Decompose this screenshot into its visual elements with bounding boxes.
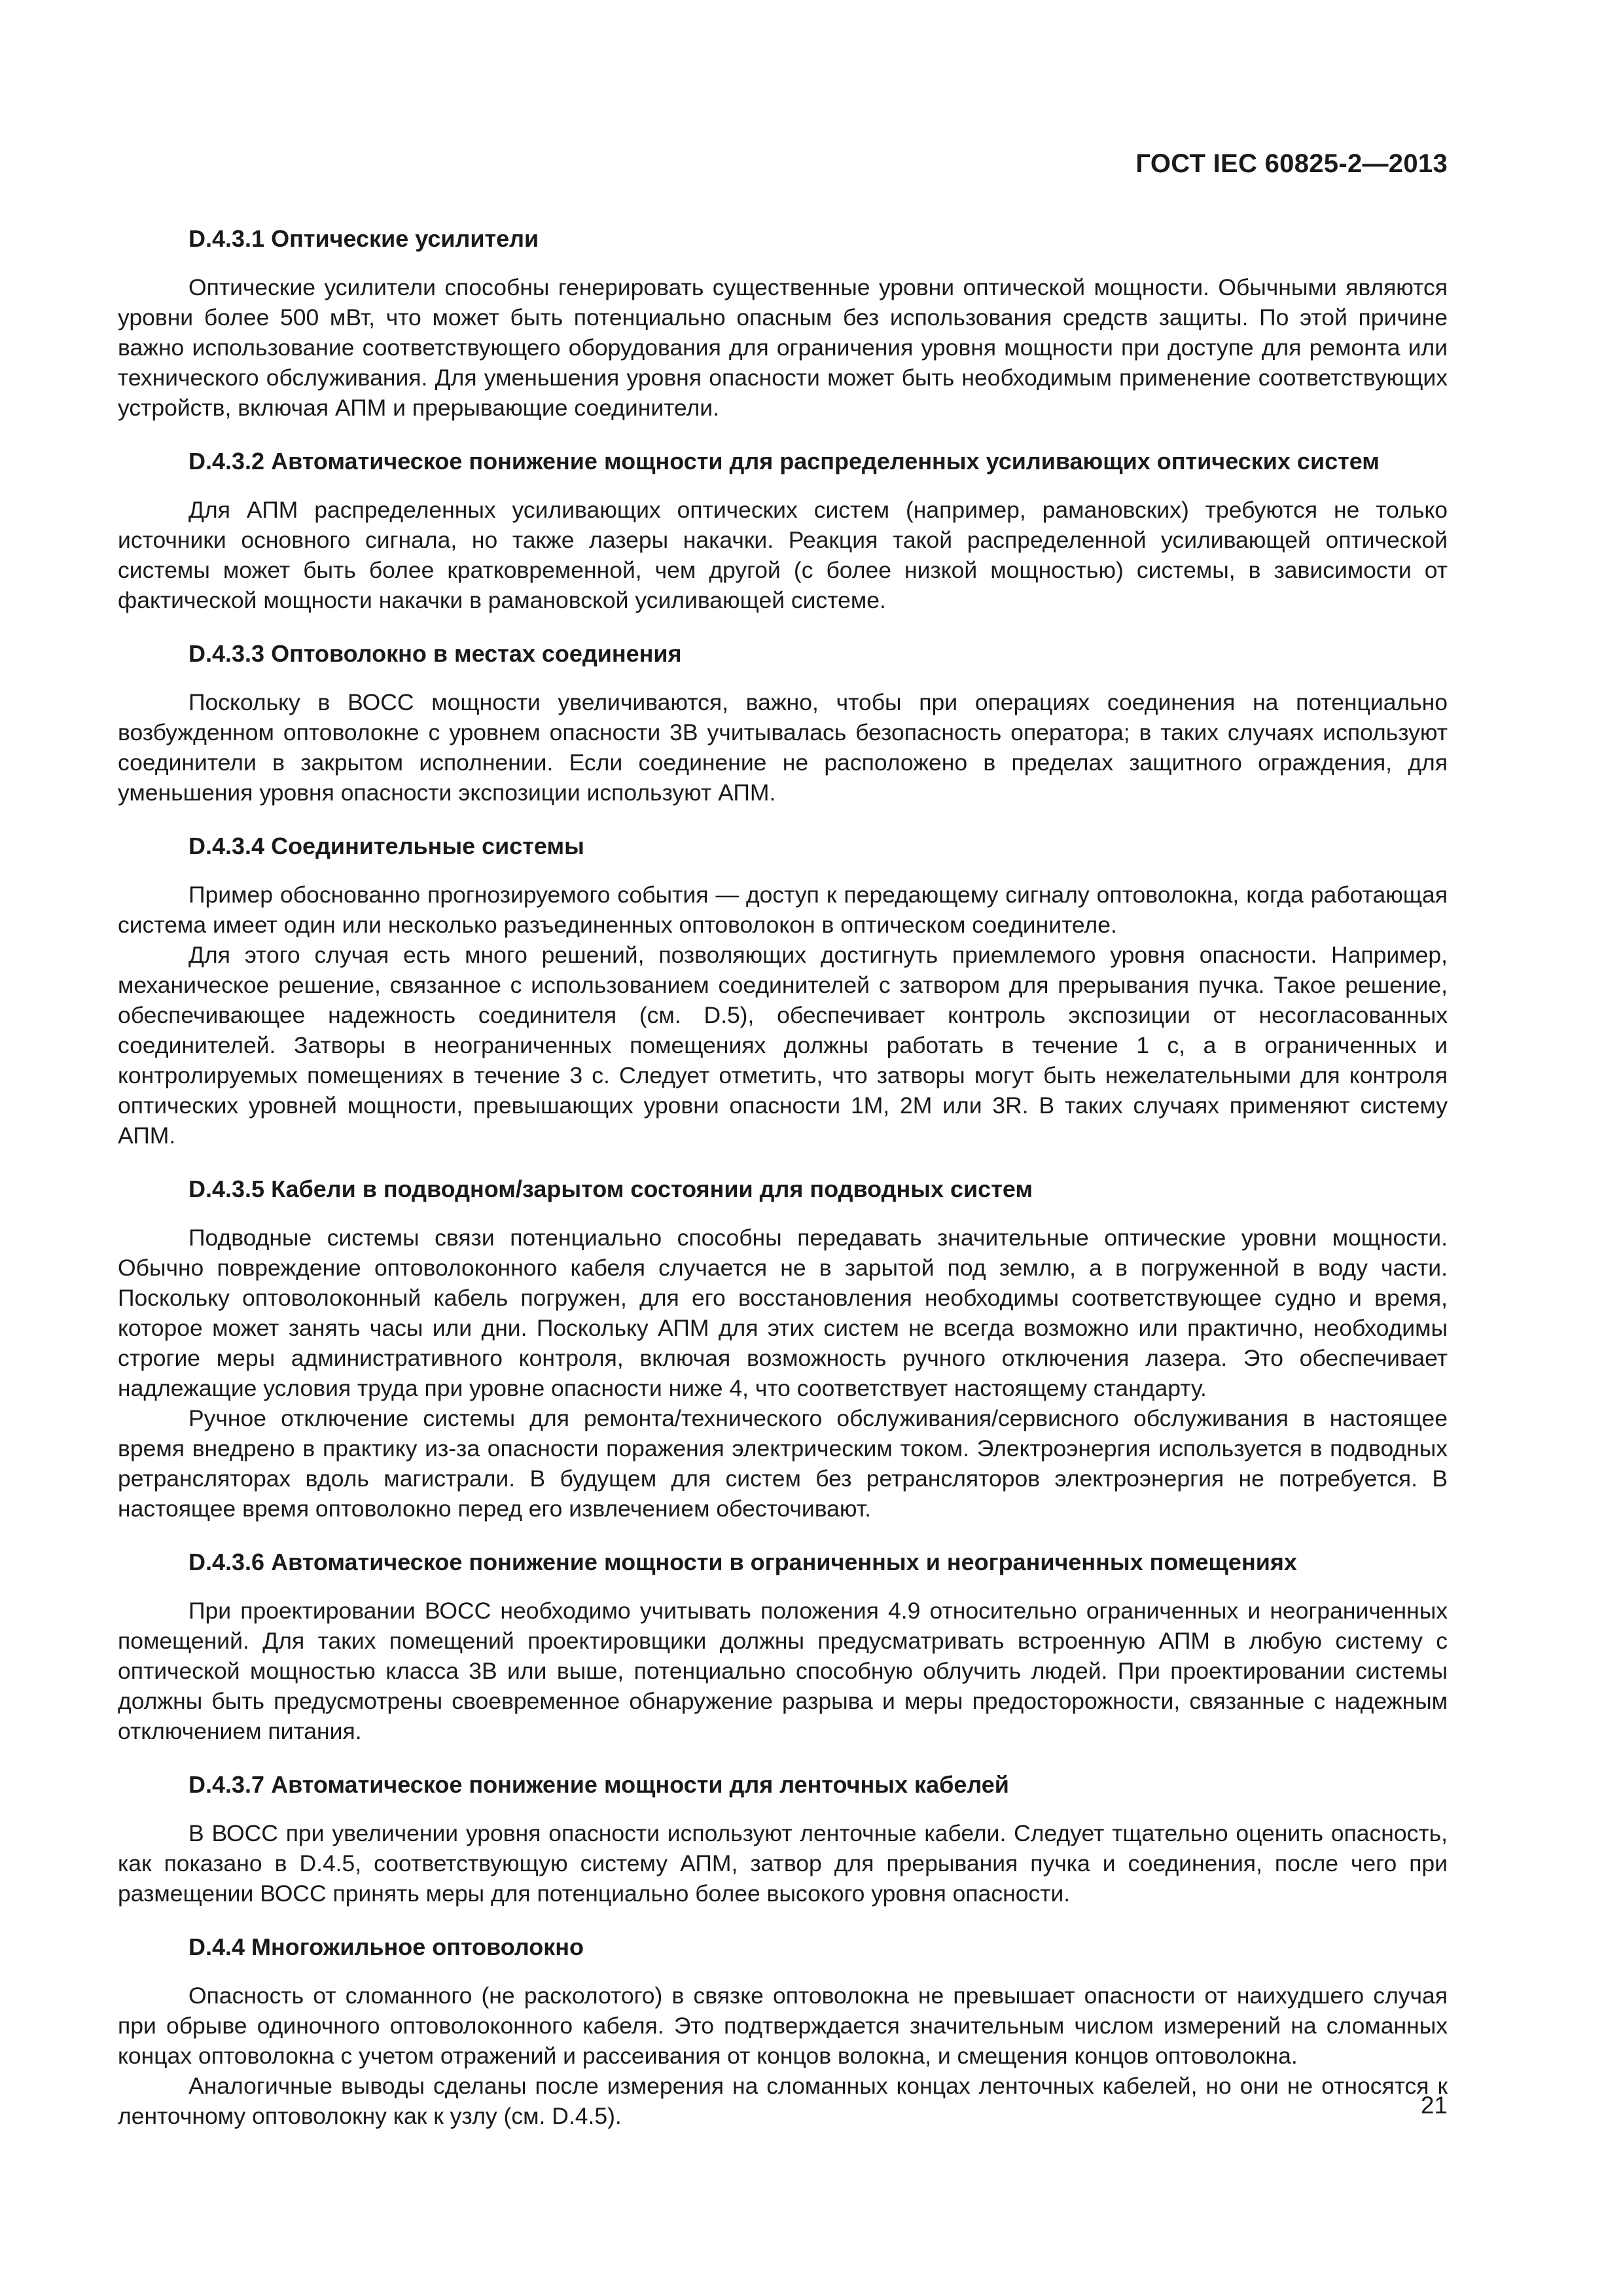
section-d-4-3-4 (118, 831, 1448, 1151)
section-heading: D.4.3.1 Оптические усилители (188, 225, 539, 252)
paragraph: Ручное отключение системы для ремонта/технического обслуживания/сервисного обслуживания в настоящее время внедрено в практику из-за опасности поражения электрическим током. Электроэнергия используется в подводных ретрансляторах вдоль магистрали. В будущем для систем без ретрансляторов электроэнергия не потребуется. В настоящее время оптоволокно перед его извлечением обесточивают. (118, 1405, 1448, 1522)
section-heading: D.4.3.2 Автоматическое понижение мощности для распределенных усиливающих оптических систем (188, 448, 1380, 475)
section-heading: D.4.4 Многожильное оптоволокно (188, 1933, 584, 1960)
paragraph: Оптические усилители способны генерировать существенные уровни оптической мощности. Обычными являются уровни более 500 мВт, что может быть потенциально опасным без использования средств защиты. По этой причине важно использование соответствующего оборудования для ограничения уровня мощности при доступе для ремонта или технического обслуживания. Для уменьшения уровня опасности может быть необходимым применение соответствующих устройств, включая АПМ и прерывающие соединители. (118, 274, 1448, 421)
section-heading: D.4.3.3 Оптоволокно в местах соединения (188, 640, 682, 667)
section-d-4-3-7 (118, 1770, 1448, 1909)
page-number: 21 (1420, 2092, 1448, 2119)
paragraph: Пример обоснованно прогнозируемого события — доступ к передающему сигналу оптоволокна, когда работающая система имеет один или несколько разъединенных оптоволокон в оптическом соединителе. (118, 882, 1448, 938)
section-d-4-3-3 (118, 639, 1448, 808)
paragraph: При проектировании ВОСС необходимо учитывать положения 4.9 относительно ограниченных и неограниченных помещений. Для таких помещений проектировщики должны предусматривать встроенную АПМ в любую систему с оптической мощностью класса 3В или выше, потенциально способную облучить людей. При проектировании системы должны быть предусмотрены своевременное обнаружение разрыва и меры предосторожности, связанные с надежным отключением питания. (118, 1598, 1448, 1744)
section-heading: D.4.3.7 Автоматическое понижение мощности для ленточных кабелей (188, 1771, 1009, 1798)
standard-designation: ГОСТ IEC 60825-2—2013 (1135, 149, 1448, 178)
paragraph: Подводные системы связи потенциально способны передавать значительные оптические уровни мощности. Обычно повреждение оптоволоконного кабеля случается не в зарытой под землю, а в погруженной в воду части. Поскольку оптоволоконный кабель погружен, для его восстановления необходимы соответствующее судно и время, которое может занять часы или дни. Поскольку АПМ для этих систем не всегда возможно или практично, необходимы строгие меры административного контроля, включая возможность ручного отключения лазера. Это обеспечивает надлежащие условия труда при уровне опасности ниже 4, что соответствует настоящему стандарту. (118, 1225, 1448, 1401)
section-d-4-3-6 (118, 1547, 1448, 1746)
section-d-4-4 (118, 1932, 1448, 2131)
section-d-4-3-5 (118, 1174, 1448, 1524)
paragraph: Поскольку в ВОСС мощности увеличиваются, важно, чтобы при операциях соединения на потенциально возбужденном оптоволокне с уровнем опасности 3В учитывалась безопасность оператора; в таких случаях используют соединители в закрытом исполнении. Если соединение не расположено в пределах защитного ограждения, для уменьшения уровня опасности экспозиции используют АПМ. (118, 689, 1448, 806)
section-d-4-3-2 (118, 446, 1448, 615)
paragraph: Для АПМ распределенных усиливающих оптических систем (например, рамановских) требуются не только источники основного сигнала, но также лазеры накачки. Реакция такой распределенной усиливающей оптической системы может быть более кратковременной, чем другой (с более низкой мощностью) системы, в зависимости от фактической мощности накачки в рамановской усиливающей системе. (118, 497, 1448, 613)
paragraph: В ВОСС при увеличении уровня опасности используют ленточные кабели. Следует тщательно оценить опасность, как показано в D.4.5, соответствующую систему АПМ, затвор для прерывания пучка и соединения, после чего при размещении ВОСС принять меры для потенциально более высокого уровня опасности. (118, 1820, 1448, 1907)
section-d-4-3-1 (118, 224, 1448, 423)
paragraph: Аналогичные выводы сделаны после измерения на сломанных концах ленточных кабелей, но они не относятся к ленточному оптоволокну как к узлу (см. D.4.5). (118, 2073, 1448, 2129)
section-heading: D.4.3.4 Соединительные системы (188, 833, 584, 859)
section-heading: D.4.3.5 Кабели в подводном/зарытом состоянии для подводных систем (188, 1175, 1033, 1202)
paragraph: Опасность от сломанного (не расколотого) в связке оптоволокна не превышает опасности от наихудшего случая при обрыве одиночного оптоволоконного кабеля. Это подтверждается значительным числом измерений на сломанных концах оптоволокна с учетом отражений и рассеивания от концов волокна, и смещения концов оптоволокна. (118, 1982, 1448, 2069)
section-heading: D.4.3.6 Автоматическое понижение мощности в ограниченных и неограниченных помещениях (188, 1549, 1297, 1575)
paragraph: Для этого случая есть много решений, позволяющих достигнуть приемлемого уровня опасности. Например, механическое решение, связанное с использованием соединителей с затвором для прерывания пучка. Такое решение, обеспечивающее надежность соединителя (см. D.5), обеспечивает контроль экспозиции от несогласованных соединителей. Затворы в неограниченных помещениях должны работать в течение 1 с, а в ограниченных и контролируемых помещениях в течение 3 с. Следует отметить, что затворы могут быть нежелательными для контроля оптических уровней мощности, превышающих уровни опасности 1М, 2М или 3R. В таких случаях применяют систему АПМ. (118, 942, 1448, 1149)
document-body (118, 224, 1448, 2131)
